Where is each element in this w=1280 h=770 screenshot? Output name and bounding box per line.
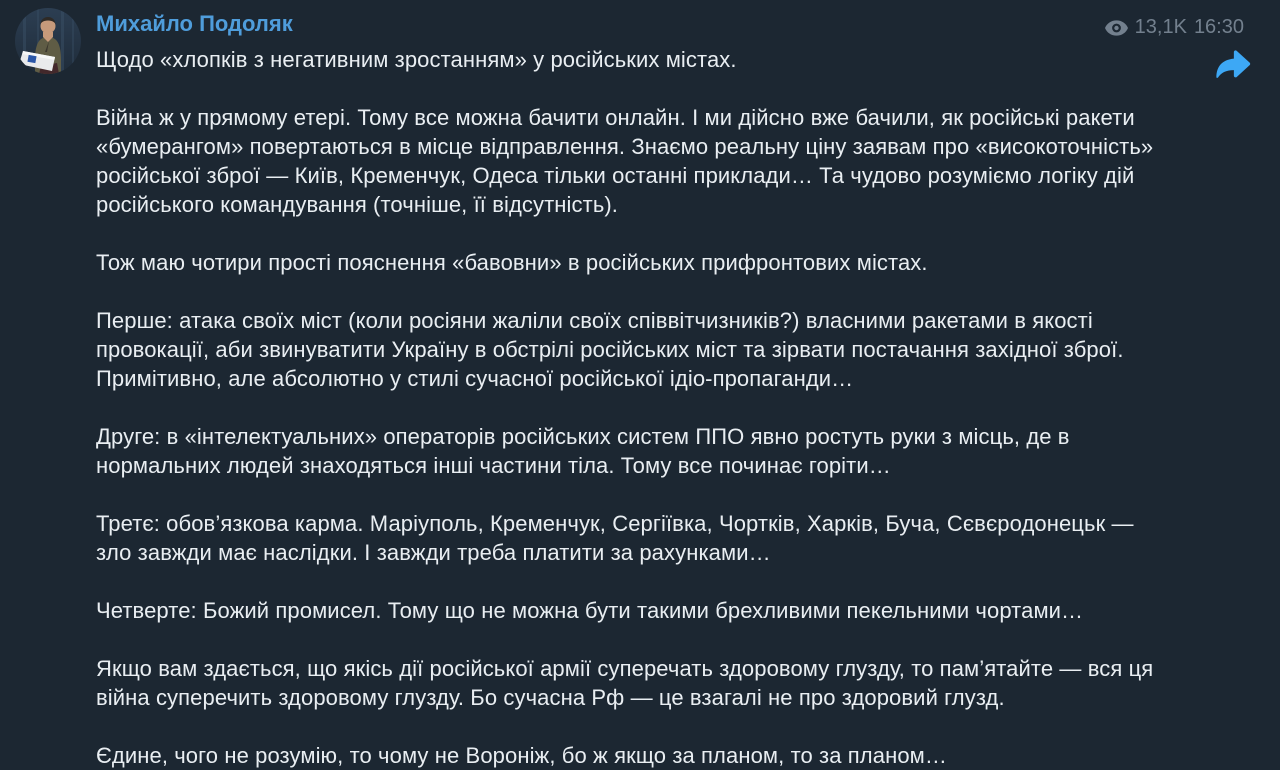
author-avatar-photo <box>15 8 81 74</box>
message-paragraph: Четверте: Божий промисел. Тому що не можна бути такими брехливими пекельними чортами… <box>96 598 1084 623</box>
message-paragraph: Єдине, чого не розумію, то чому не Вороніж, бо ж якщо за планом, то за планом… <box>96 743 947 768</box>
share-arrow-icon <box>1215 49 1251 81</box>
message-meta <box>1105 16 1244 39</box>
avatar[interactable] <box>15 8 81 74</box>
message-paragraph: Друге: в «інтелектуальних» операторів російських систем ППО явно ростуть руки з місць, де в нормальних людей знаходяться інші частини тіла. Тому все починає горіти… <box>96 424 1070 478</box>
message-paragraph: Третє: обов’язкова карма. Маріуполь, Кременчук, Сергіївка, Чортків, Харків, Буча, Сєвєродонецьк — зло завжди має наслідки. І завжди треба платити за рахунками… <box>96 511 1134 565</box>
message-paragraph: Тож маю чотири прості пояснення «бавовни» в російських прифронтових містах. <box>96 250 928 275</box>
message-paragraph: Щодо «хлопків з негативним зростанням» у російських містах. <box>96 47 737 72</box>
author-name[interactable]: Михайло Подоляк <box>96 11 293 36</box>
message-paragraph: Війна ж у прямому етері. Тому все можна бачити онлайн. І ми дійсно вже бачили, як російські ракети «бумерангом» повертаються в місце відправлення. Знаємо реальну ціну заявам про «високоточність» російської зброї — Київ, Кременчук, Одеса тільки останні приклади… Та чудово розуміємо логіку дій російського командування (точніше, її відсутність). <box>96 105 1154 217</box>
message-paragraph: Якщо вам здається, що якісь дії російської армії суперечать здоровому глузду, то пам’ятайте — вся ця війна суперечить здоровому глузду. Бо сучасна Рф — це взагалі не про здоровий глузд. <box>96 656 1154 710</box>
timestamp: 16:30 <box>1193 16 1244 38</box>
eye-icon <box>1105 20 1128 36</box>
message-content <box>96 11 1158 770</box>
share-button[interactable] <box>1215 49 1251 81</box>
message-paragraph: Перше: атака своїх міст (коли росіяни жаліли своїх співвітчизників?) власними ракетами в якості провокації, аби звинуватити Україну в обстрілі російських міст та зірвати постачання західної зброї. Примітивно, але абсолютно у стилі сучасної російської ідіо-пропаганди… <box>96 308 1124 391</box>
message-body <box>96 45 1158 770</box>
views-count: 13,1K <box>1134 16 1187 38</box>
